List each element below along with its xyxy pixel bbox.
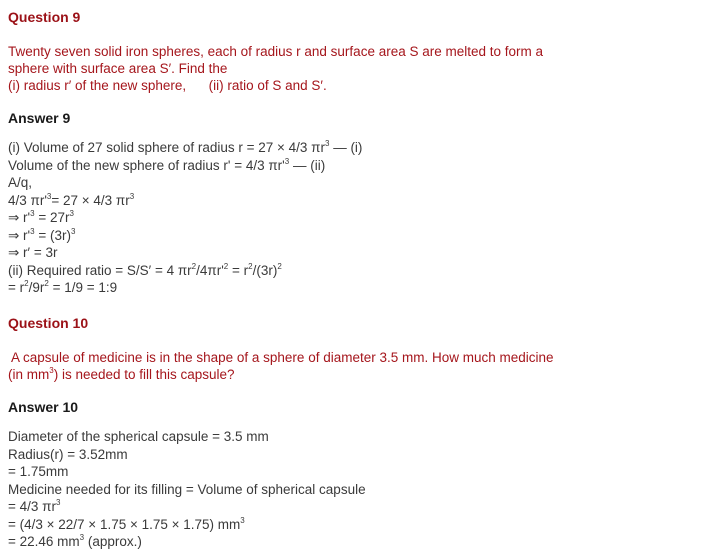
answer-line: = 22.46 $mm^3$ (approx.): [8, 533, 142, 549]
answer-line: A/q,: [8, 175, 33, 190]
question-line: (in $mm^3$) is needed to fill this capsule?: [8, 366, 235, 382]
question-line: sphere with surface area S′. Find the: [8, 61, 228, 76]
answer-line: (i) Volume of 27 solid sphere of radius r = 27 × 4/3 $\pi r^3$ — (i): [8, 139, 363, 155]
answer-line: ⇒ r′ = 3r: [8, 245, 58, 260]
answer-line: Diameter of the spherical capsule = 3.5 mm: [8, 429, 269, 444]
answer-line: = (4/3 × 22/7 × 1.75 × 1.75 × 1.75) $mm^3$: [8, 515, 245, 532]
question-line: (i) radius r′ of the new sphere, (ii) ratio of S and S′.: [8, 78, 327, 93]
answer-line: Radius(r) = 3.52mm: [8, 446, 128, 462]
answer-10-heading: Answer 10: [8, 399, 79, 415]
question-9-text: [8, 43, 543, 94]
answer-line: Medicine needed for its filling = Volume of spherical capsule: [8, 481, 366, 497]
answer-line: 4/3 $\pi r'^3= 27 \times 4/3$ $\pi r^3$: [8, 191, 135, 208]
answer-line: Volume of the new sphere of radius r' = 4/3 $\pi r'^3$ — (ii): [8, 156, 326, 173]
answer-9-text: [8, 139, 362, 297]
answer-line: = $r^2/9r^2 = 1/9$ = 1:9: [8, 279, 118, 295]
question-line: Twenty seven solid iron spheres, each of radius r and surface area S are melted to form a: [8, 44, 544, 59]
answer-line: = 1.75mm: [8, 464, 69, 479]
answer-10-text: [8, 428, 366, 551]
question-line: A capsule of medicine is in the shape of a sphere of diameter 3.5 mm. How much medicine: [8, 350, 554, 365]
answer-9-heading: Answer 9: [8, 110, 71, 126]
answer-line: ⇒ $r'^3 = (3r)^3$: [8, 226, 76, 243]
answer-line: (ii) Required ratio = S/S′ = 4 $\pi r^2/4\pi r'^2 = r^2/(3r)^2$: [8, 261, 282, 278]
question-10-heading: Question 10: [8, 315, 89, 331]
question-9-heading: Question 9: [8, 9, 81, 25]
answer-line: ⇒ $r'^3 = 27r^3$: [8, 209, 74, 225]
answer-line: = 4/3 $\pi r^3$: [8, 498, 61, 514]
question-10-text: [8, 349, 554, 383]
